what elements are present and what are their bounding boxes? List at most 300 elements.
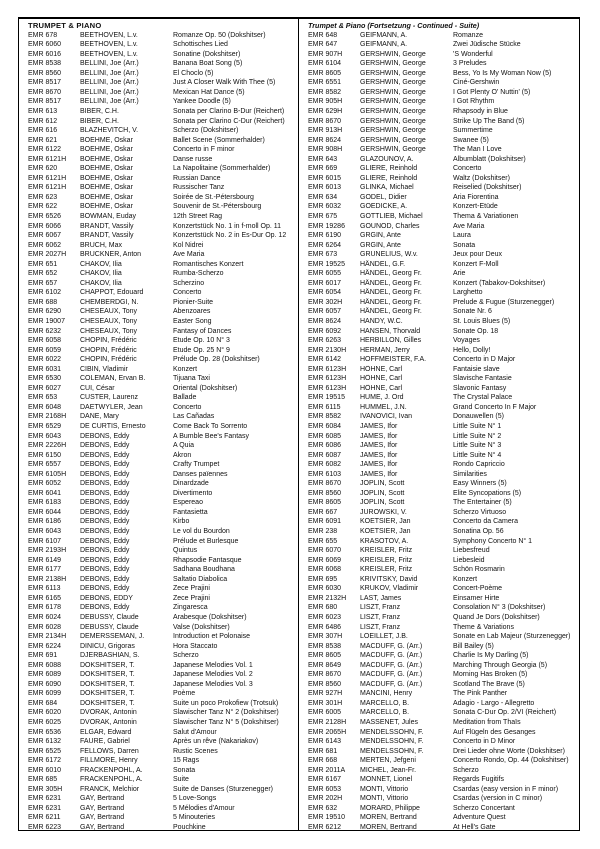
entry-ref: EMR 8560 [308,680,342,688]
entry-title: Etude Op. 10 N° 3 [173,337,230,345]
entry-ref: EMR 6048 [28,403,62,411]
catalog-entry [308,699,572,709]
entry-composer: DEBONS, Eddy [80,489,130,497]
entry-ref: EMR 652 [28,270,58,278]
catalog-entry [308,623,572,633]
entry-composer: FRACKENPOHL, A. [80,766,143,774]
entry-title: Japanese Melodies Vol. 3 [173,680,253,688]
catalog-entry [28,546,291,556]
entry-ref: EMR 8538 [308,642,342,650]
entry-title: Suite [173,776,189,784]
entry-composer: BEETHOVEN, L.v. [80,31,138,39]
entry-composer: MACDUFF, G. (Arr.) [360,652,423,660]
entry-ref: EMR 6068 [308,566,342,574]
entry-ref: EMR 616 [28,127,58,135]
catalog-entry [308,174,572,184]
entry-ref: EMR 651 [28,260,58,268]
entry-ref: EMR 8560 [28,69,62,77]
catalog-entry [308,823,572,830]
catalog-entry [308,479,572,489]
entry-title: Soirée de St.-Pétersbourg [173,193,254,201]
entry-ref: EMR 2226H [28,442,67,450]
entry-composer: BOEHME, Oskar [80,184,133,192]
entry-title: Concerto in F minor [173,146,235,154]
entry-ref: EMR 905H [308,98,343,106]
catalog-entry [308,327,572,337]
entry-ref: EMR 6043 [28,432,62,440]
entry-title: Drei Lieder ohne Worte (Dokshitser) [453,747,565,755]
entry-composer: GLIERE, Reinhold [360,174,418,182]
entry-composer: BELLINI, Joe (Arr.) [80,60,139,68]
catalog-entry [308,307,572,317]
entry-composer: DEBONS, Eddy [80,575,130,583]
entry-ref: EMR 6290 [28,308,62,316]
catalog-entry [28,193,291,203]
entry-title: Sonata [173,766,196,774]
catalog-entry [308,775,572,785]
catalog-entry [28,794,291,804]
entry-ref: EMR 6085 [308,432,342,440]
entry-ref: EMR 6536 [28,728,62,736]
entry-ref: EMR 6178 [28,604,62,612]
entry-ref: EMR 681 [308,747,338,755]
catalog-entry [28,756,291,766]
entry-ref: EMR 6190 [308,232,342,240]
entry-composer: MACDUFF, G. (Arr.) [360,661,423,669]
catalog-entry [28,136,291,146]
entry-ref: EMR 6113 [28,585,61,593]
entry-title: Romantisches Konzert [173,260,244,268]
catalog-entry [308,451,572,461]
entry-title: Pouchkine [173,823,206,830]
entry-composer: HÄNDEL, Georg Fr. [360,308,422,316]
entry-composer: CHESEAUX, Tony [80,318,138,325]
entry-title: Little Suite N° 1 [453,423,502,431]
entry-composer: MONNET, Lionel [360,776,413,784]
entry-composer: DEBONS, Eddy [80,461,130,469]
entry-composer: BOEHME, Oskar [80,155,133,163]
catalog-entry [28,374,291,384]
catalog-entry [308,728,572,738]
entry-composer: HUMMEL, J.N. [360,403,407,411]
entry-ref: EMR 6115 [308,403,341,411]
entry-ref: EMR 653 [28,394,58,402]
entry-ref: EMR 307H [308,633,343,641]
entry-ref: EMR 6041 [28,489,62,497]
catalog-entry [28,384,291,394]
catalog-entry [28,250,291,260]
right-entry-list [308,31,572,830]
catalog-entry [28,613,291,623]
entry-title: Fantasietta [173,508,208,516]
entry-composer: DEBONS, Eddy [80,537,130,545]
catalog-entry [308,718,572,728]
entry-ref: EMR 6024 [28,613,62,621]
entry-title: Auf Flügeln des Gesanges [453,728,536,736]
catalog-entry [308,69,572,79]
entry-title: Concerto in D Minor [453,738,516,746]
catalog-entry [308,575,572,585]
entry-ref: EMR 6025 [28,718,62,726]
entry-title: 12th Street Rag [173,212,223,220]
entry-composer: GRGIN, Ante [360,232,401,240]
entry-composer: DOKSHITSER, T. [80,690,135,698]
entry-composer: BOEHME, Oskar [80,136,133,144]
entry-composer: BELLINI, Joe (Arr.) [80,69,139,77]
catalog-listing [18,17,580,831]
entry-ref: EMR 19525 [308,260,345,268]
catalog-entry [308,670,572,680]
entry-composer: BOEHME, Oskar [80,203,133,211]
entry-title: Espereao [173,499,203,507]
entry-ref: EMR 685 [28,776,58,784]
entry-title: Hello, Dolly! [453,346,491,354]
entry-ref: EMR 6231 [28,795,62,803]
entry-title: Tijuana Taxi [173,375,210,383]
catalog-entry [308,498,572,508]
entry-ref: EMR 6060 [28,41,62,49]
entry-ref: EMR 8517 [28,79,62,87]
catalog-entry [28,680,291,690]
catalog-entry [308,212,572,222]
catalog-entry [308,489,572,499]
entry-title: Little Suite N° 2 [453,432,502,440]
catalog-entry [308,346,572,356]
entry-composer: MACDUFF, G. (Arr.) [360,642,423,650]
entry-composer: GERSHWIN, George [360,136,426,144]
catalog-entry [28,498,291,508]
entry-ref: EMR 6067 [28,232,62,240]
catalog-entry [28,737,291,747]
catalog-entry [28,336,291,346]
catalog-entry [28,412,291,422]
entry-title: Easy Winners (5) [453,480,507,488]
catalog-entry [308,517,572,527]
entry-composer: JAMES, Ifor [360,451,398,459]
entry-title: Consolation N° 3 (Dokshitser) [453,604,546,612]
catalog-entry [308,441,572,451]
entry-title: Symphony Concerto N° 1 [453,537,533,545]
left-column-header: TRUMPET & PIANO [28,21,102,30]
entry-title: Summertime [453,127,493,135]
entry-title: Charlie Is My Darling (5) [453,652,529,660]
entry-title: Konzert-Etüde [453,203,498,211]
catalog-entry [28,670,291,680]
catalog-entry [28,393,291,403]
catalog-entry [28,603,291,613]
entry-composer: MENDELSSOHN, F. [360,747,424,755]
entry-ref: EMR 8605 [308,69,342,77]
entry-title: Einsamer Hirte [453,594,500,602]
entry-ref: EMR 6557 [28,461,62,469]
entry-title: Konzertstück No. 2 in Es-Dur Op. 12 [173,232,287,240]
entry-composer: JOPLIN, Scott [360,480,405,488]
entry-title: Russischer Tanz [173,184,225,192]
catalog-entry [28,823,291,830]
entry-composer: DEBONS, Eddy [80,432,130,440]
entry-title: Yankee Doodle (5) [173,98,231,106]
entry-title: St. Louis Blues (5) [453,318,511,325]
catalog-entry [28,517,291,527]
catalog-entry [28,661,291,671]
entry-composer: BEETHOVEN, L.v. [80,41,138,49]
entry-composer: JOPLIN, Scott [360,499,405,507]
entry-composer: KRUKOV, Vladimir [360,585,419,593]
entry-composer: DOKSHITSER, T. [80,671,135,679]
entry-ref: EMR 6149 [28,556,62,564]
entry-title: Saltatio Diabolica [173,575,228,583]
entry-composer: DEBONS, Eddy [80,470,130,478]
entry-composer: GERSHWIN, George [360,127,426,135]
catalog-entry [28,766,291,776]
entry-title: Ave Maria [453,222,485,230]
entry-title: Konzert [173,365,198,373]
entry-ref: EMR 6043 [28,528,62,536]
catalog-entry [308,546,572,556]
entry-title: Las Cañadas [173,413,215,421]
entry-title: Divertimento [173,489,213,497]
catalog-entry [308,756,572,766]
entry-ref: EMR 643 [308,155,338,163]
catalog-entry [28,584,291,594]
entry-ref: EMR 19007 [28,318,65,325]
entry-composer: DEBONS, Eddy [80,585,130,593]
entry-title: Abenzoares [173,308,211,316]
entry-composer: DEBONS, Eddy [80,499,130,507]
catalog-entry [28,69,291,79]
catalog-entry [308,393,572,403]
entry-composer: DOKSHITSER, T. [80,661,135,669]
catalog-entry [308,594,572,604]
entry-composer: LISZT, Franz [360,623,401,631]
entry-ref: EMR 6031 [28,365,62,373]
catalog-entry [308,422,572,432]
entry-composer: MENDELSSOHN, F. [360,738,424,746]
entry-composer: DOKSHITSER, T. [80,680,135,688]
entry-ref: EMR 6088 [28,661,62,669]
entry-title: Japanese Melodies Vol. 1 [173,661,253,669]
entry-title: Csardas (easy version in F minor) [453,785,559,793]
entry-ref: EMR 6165 [28,594,62,602]
entry-title: Zwei Jüdische Stücke [453,41,521,49]
entry-ref: EMR 238 [308,528,338,536]
entry-ref: EMR 6082 [308,461,342,469]
entry-ref: EMR 2138H [28,575,67,583]
entry-ref: EMR 19515 [308,394,345,402]
entry-ref: EMR 2011A [308,766,346,774]
catalog-entry [308,40,572,50]
entry-ref: EMR 669 [308,165,338,173]
entry-ref: EMR 6010 [28,766,62,774]
catalog-entry [28,126,291,136]
entry-composer: DEMERSSEMAN, J. [80,633,145,641]
entry-composer: CUI, César [80,384,115,392]
entry-title: Slawischer Tanz N° 5 (Dokshitser) [173,718,279,726]
catalog-entry [308,50,572,60]
entry-ref: EMR 6177 [28,566,62,574]
catalog-entry [308,250,572,260]
entry-composer: MORARD, Philippe [360,804,420,812]
entry-title: Similarities [453,470,487,478]
catalog-entry [28,804,291,814]
catalog-entry [308,747,572,757]
entry-title: Prélude Op. 28 (Dokshitser) [173,356,260,364]
catalog-entry [308,260,572,270]
entry-ref: EMR 301H [308,699,343,707]
catalog-entry [308,136,572,146]
entry-composer: MARCELLO, B. [360,699,410,707]
entry-title: 3 Preludes [453,60,487,68]
catalog-entry [308,78,572,88]
entry-title: Hora Staccato [173,642,218,650]
entry-ref: EMR 6058 [28,337,62,345]
catalog-entry [308,689,572,699]
entry-title: Le vol du Bourdon [173,528,230,536]
entry-ref: EMR 629H [308,107,343,115]
entry-ref: EMR 6086 [308,442,342,450]
entry-composer: JOPLIN, Scott [360,489,405,497]
entry-composer: BOEHME, Oskar [80,165,133,173]
entry-title: Schön Rosmarin [453,566,505,574]
entry-title: I Got Plenty O' Nuttin' (5) [453,88,531,96]
catalog-entry [308,785,572,795]
entry-ref: EMR 621 [28,136,58,144]
catalog-entry [28,164,291,174]
catalog-entry [308,117,572,127]
catalog-entry [28,565,291,575]
catalog-entry [28,479,291,489]
entry-composer: BELLINI, Joe (Arr.) [80,98,139,106]
entry-composer: KREISLER, Fritz [360,556,413,564]
entry-composer: GERSHWIN, George [360,117,426,125]
entry-title: A Quia [173,442,195,450]
catalog-entry [308,651,572,661]
entry-title: The Pink Panther [453,690,508,698]
entry-title: Prélude et Burlesque [173,537,239,545]
catalog-entry [28,813,291,823]
entry-title: Donauwellen (5) [453,413,504,421]
entry-ref: EMR 6090 [28,680,62,688]
entry-title: 5 Mélodies d'Amour [173,804,235,812]
catalog-entry [28,241,291,251]
entry-ref: EMR 6099 [28,690,62,698]
right-column-header: Trumpet & Piano (Fortsetzung - Continued - Suite) [308,21,480,30]
entry-title: Danses païennes [173,470,228,478]
entry-composer: MANCINI, Henry [360,690,413,698]
catalog-entry [28,298,291,308]
entry-composer: GAY, Bertrand [80,823,125,830]
entry-title: Quand Je Dors (Dokshitser) [453,613,540,621]
entry-ref: EMR 6005 [308,709,342,717]
catalog-entry [28,785,291,795]
entry-composer: GERSHWIN, George [360,88,426,96]
entry-title: Konzert F-Moll [453,260,499,268]
entry-title: Prelude & Fugue (Sturzenegger) [453,298,555,306]
entry-title: Adventure Quest [453,814,506,822]
catalog-entry [28,59,291,69]
catalog-entry [28,107,291,117]
entry-title: Schottisches Lied [173,41,228,49]
catalog-entry [308,412,572,422]
entry-title: Salut d'Amour [173,728,217,736]
entry-title: At Hell's Gate [453,823,496,830]
catalog-entry [308,661,572,671]
entry-title: Scherzo (Dokshitser) [173,127,239,135]
catalog-entry [308,460,572,470]
entry-title: Sonata C-Dur Op. 2/VI (Reichert) [453,709,557,717]
entry-ref: EMR 612 [28,117,58,125]
entry-title: Fantasy of Dances [173,327,232,335]
entry-composer: BIBER, C.H. [80,117,119,125]
entry-ref: EMR 19510 [308,814,345,822]
entry-title: Marching Through Georgia (5) [453,661,548,669]
entry-ref: EMR 6231 [28,804,62,812]
entry-composer: FRACKENPOHL, A. [80,776,143,784]
entry-ref: EMR 6143 [308,738,342,746]
catalog-entry [28,222,291,232]
entry-title: Banana Boat Song (5) [173,60,243,68]
catalog-entry [308,432,572,442]
entry-title: Zingaresca [173,604,208,612]
entry-ref: EMR 8582 [308,88,342,96]
entry-ref: EMR 6186 [28,518,62,526]
entry-title: Sadhana Boudhana [173,566,235,574]
entry-title: Slavonic Fantasy [453,384,507,392]
entry-title: Scherzo Virtuoso [453,508,507,516]
catalog-entry [308,680,572,690]
entry-ref: EMR 913H [308,127,343,135]
entry-ref: EMR 6084 [308,423,342,431]
catalog-entry [308,145,572,155]
catalog-entry [28,451,291,461]
entry-title: Scherzo [173,652,199,660]
entry-ref: EMR 8624 [308,136,342,144]
entry-composer: CHOPIN, Frédéric [80,337,137,345]
entry-title: The Entertainer (5) [453,499,512,507]
entry-composer: BLAZHEVITCH, V. [80,127,139,135]
catalog-entry [28,202,291,212]
catalog-entry [28,775,291,785]
entry-title: Concerto [173,289,202,297]
entry-title: Fantaisie slave [453,365,500,373]
entry-composer: BOWMAN, Euday [80,212,137,220]
entry-ref: EMR 6016 [28,50,62,58]
entry-ref: EMR 305H [28,785,63,793]
catalog-entry [28,403,291,413]
catalog-entry [28,50,291,60]
entry-title: Aria Fiorentina [453,193,499,201]
entry-title: Konzert [453,575,478,583]
entry-title: Kol Nidrei [173,241,204,249]
entry-title: Adagio - Largo - Allegretto [453,699,535,707]
entry-ref: EMR 8538 [28,60,62,68]
entry-ref: EMR 2168H [28,413,67,421]
entry-title: Poème [173,690,196,698]
entry-ref: EMR 6232 [28,327,62,335]
entry-title: La Napolitaine (Sommerhalder) [173,165,271,173]
entry-ref: EMR 6212 [308,823,342,830]
entry-title: Romanze [453,31,483,39]
entry-ref: EMR 8605 [308,652,342,660]
catalog-entry [28,40,291,50]
entry-composer: LAST, James [360,594,402,602]
entry-title: Little Suite N° 4 [453,451,502,459]
entry-composer: DEBUSSY, Claude [80,613,139,621]
entry-ref: EMR 6211 [28,814,61,822]
entry-title: Sonate Nr. 6 [453,308,492,316]
catalog-entry [308,603,572,613]
entry-ref: EMR 2065H [308,728,347,736]
